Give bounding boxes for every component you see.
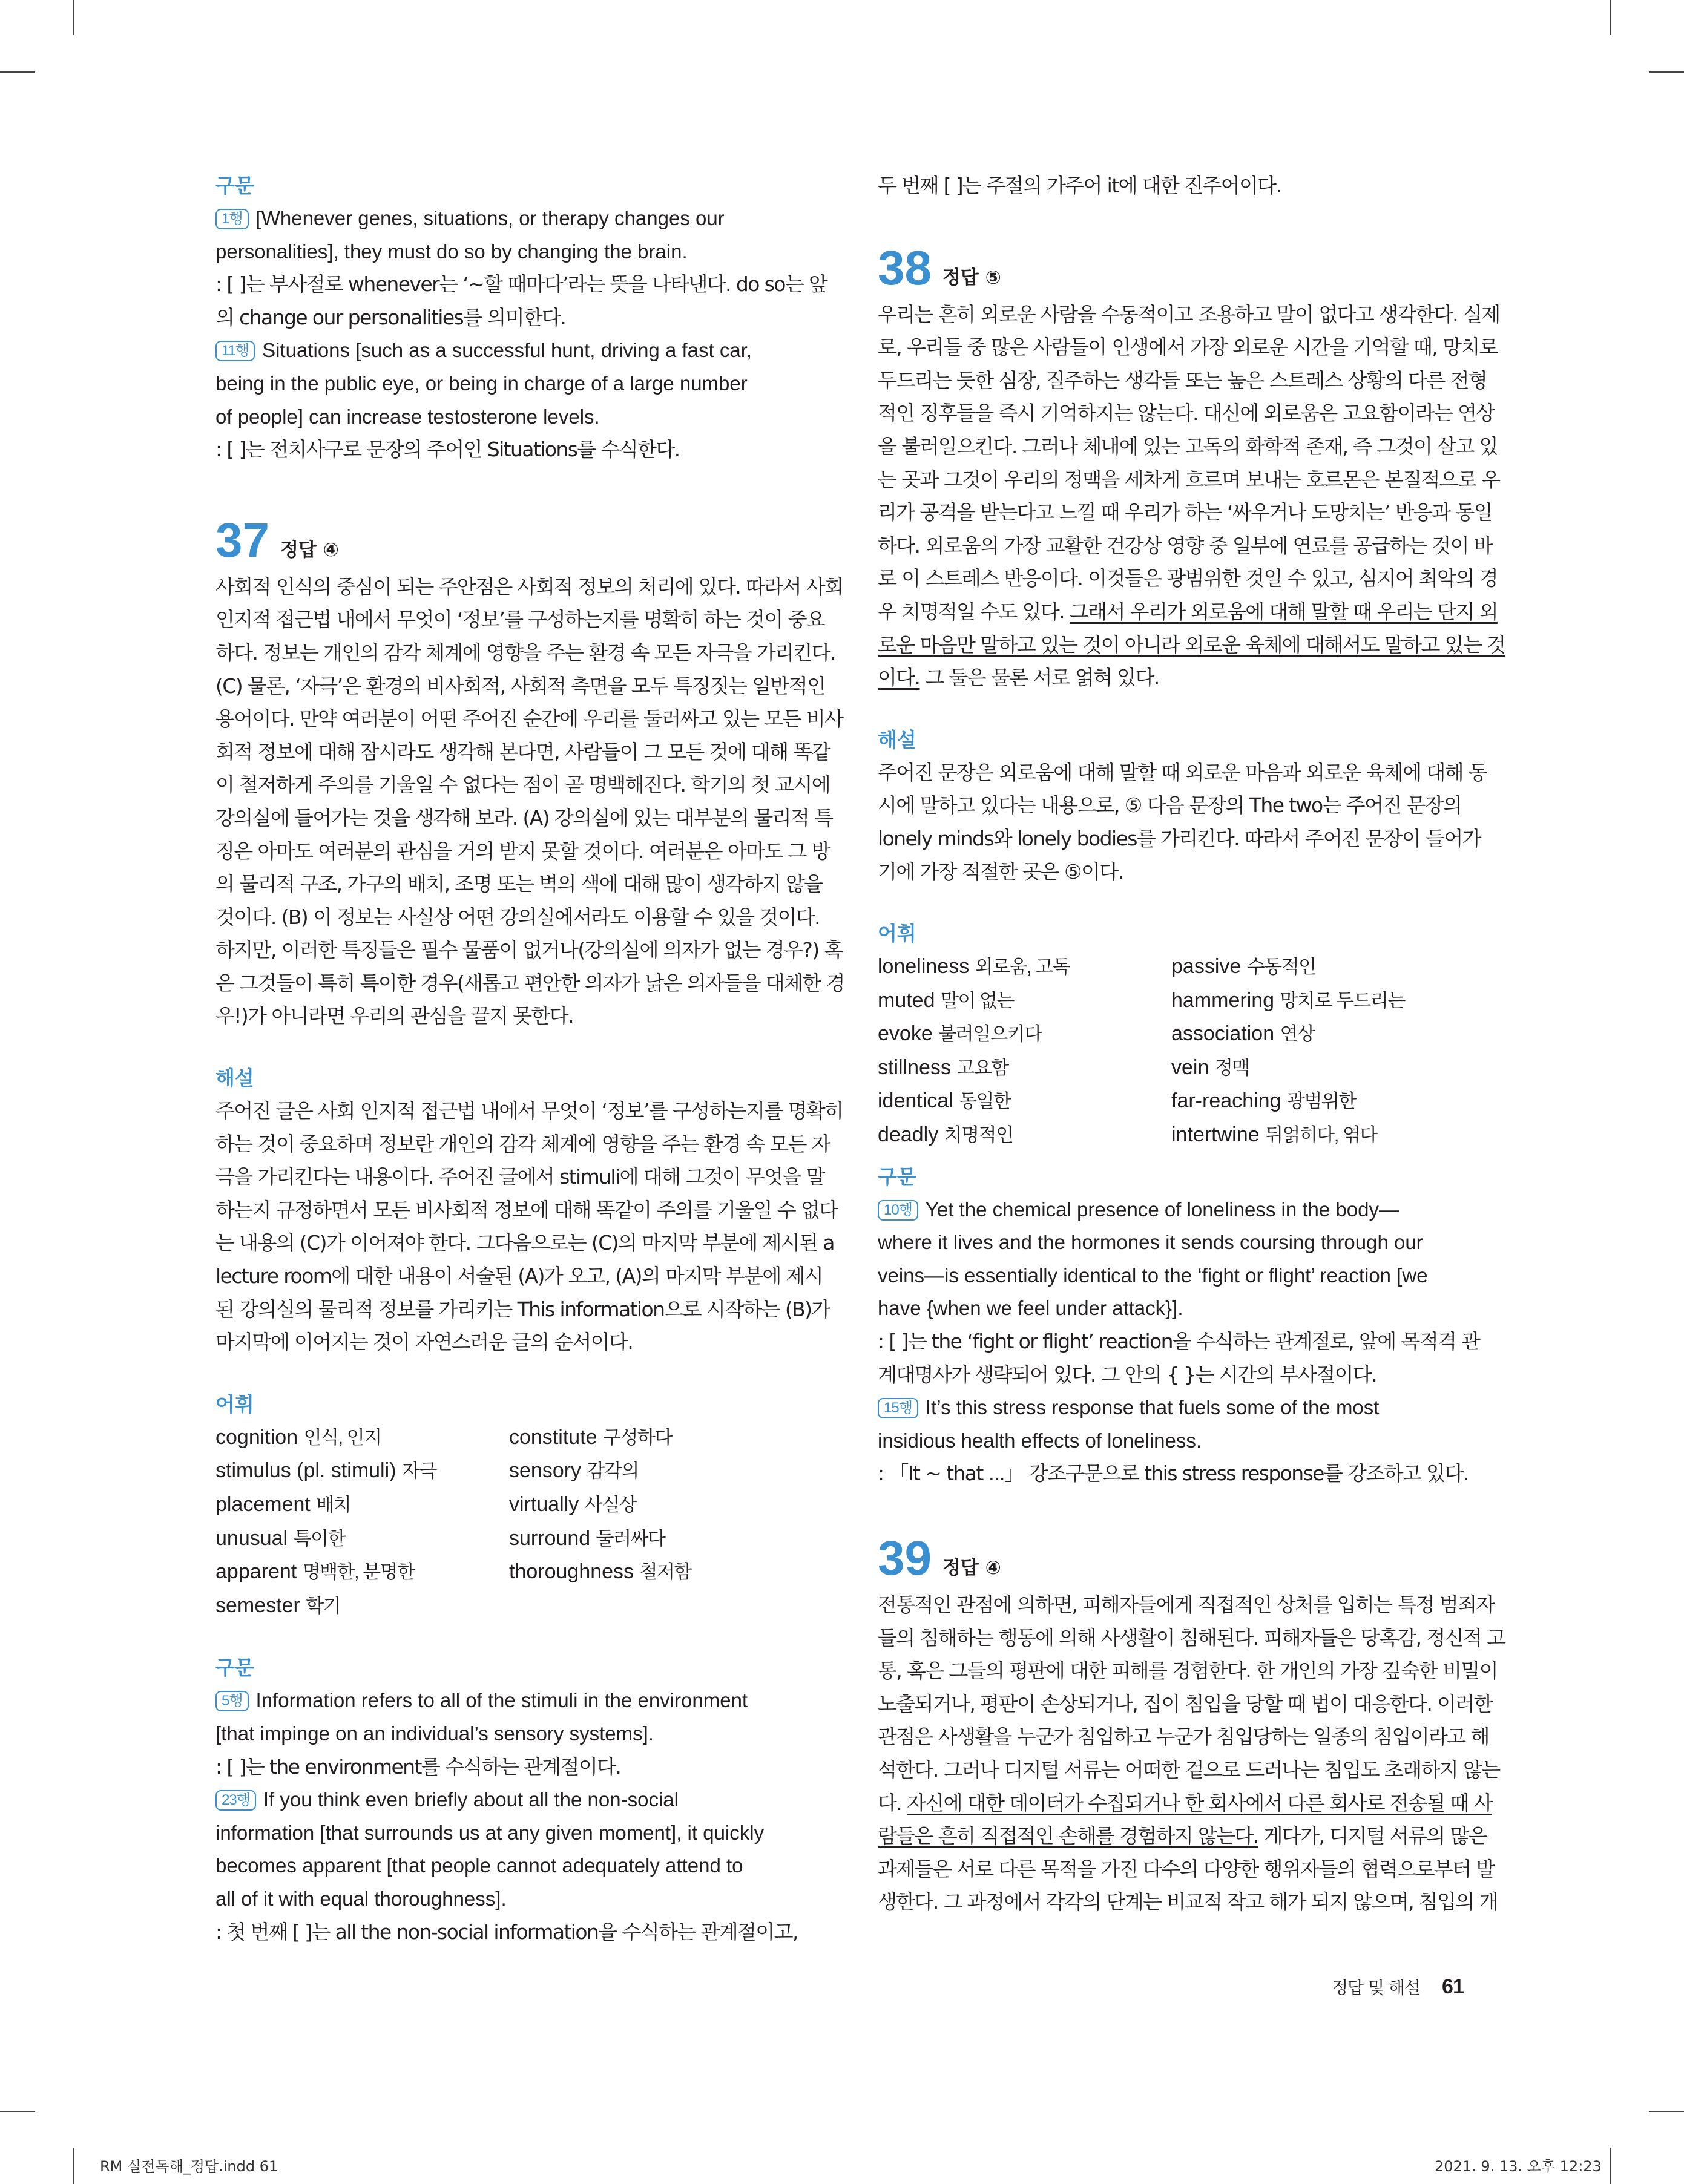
body-line: 전통적인 관점에 의하면, 피해자들에게 직접적인 상처를 입히는 특정 범죄자 (878, 1593, 1495, 1616)
body-line: 리가 공격을 받는다고 느낄 때 우리가 하는 ‘싸우거나 도망치는’ 반응과 동일 (878, 500, 1493, 525)
body-line: lonely minds와 lonely bodies를 가리킨다. 따라서 주어진 문장이 들어가 (878, 826, 1481, 850)
body-line: 용어이다. 만약 여러분이 어떤 주어진 순간에 우리를 둘러싸고 있는 모든 비사 (215, 707, 843, 731)
body-line: 로, 우리들 중 많은 사람들이 인생에서 가장 외로운 시간을 기억할 때, 망치로 (878, 335, 1498, 359)
body-line: 주어진 문장은 외로움에 대해 말할 때 외로운 마음과 외로운 육체에 대해 동 (878, 760, 1487, 784)
body-line (878, 629, 1505, 662)
syntax-line: personalities], they must do so by changing the brain. (215, 240, 688, 263)
line-tag: 10행 (878, 1200, 918, 1221)
question-header (878, 232, 1483, 295)
vocab-item: passive 수동적인 (1171, 955, 1316, 979)
syntax-line: [that impinge on an individual’s sensory systems]. (215, 1722, 654, 1745)
syntax-heading: 구문 (878, 1164, 916, 1189)
question-number: 39 (878, 1531, 932, 1585)
left-column (215, 169, 844, 1949)
page-footer (1332, 1975, 1464, 1999)
body-line: 우!)가 아니라면 우리의 관심을 끌지 못한다. (215, 1004, 573, 1028)
syntax-note: : [ ]는 부사절로 whenever는 ‘~할 때마다’라는 뜻을 나타낸다. do so는 앞 (215, 272, 827, 297)
body-line: 하지만, 이러한 특징들은 필수 물품이 없거나(강의실에 의자가 없는 경우?) 혹 (215, 938, 843, 962)
body-line: 인지적 접근법 내에서 무엇이 ‘정보’를 구성하는지를 명확히 하는 것이 중요 (215, 608, 825, 632)
answer-label: 정답 ④ (942, 1557, 1001, 1579)
syntax-heading: 구문 (215, 174, 254, 197)
body-line: 다. 자신에 대한 데이터가 수집되거나 한 회사에서 다른 회사로 전송될 때 사 (878, 1791, 1493, 1815)
syntax-line: where it lives and the hormones it sends coursing through our (878, 1231, 1423, 1254)
body-line: 로 이 스트레스 반응이다. 이것들은 광범위한 것일 수 있고, 심지어 최악의 경 (878, 566, 1498, 591)
vocab-item: deadly 치명적인 (878, 1123, 1013, 1147)
translation-body (878, 298, 1505, 695)
vocab-item: virtually 사실상 (509, 1493, 637, 1516)
syntax-note: 의 change our personalities를 의미한다. (215, 305, 566, 329)
vocab-item: association 연상 (1171, 1022, 1315, 1046)
body-line: 하는 것이 중요하며 정보란 개인의 감각 체계에 영향을 주는 환경 속 모든 자 (215, 1132, 830, 1156)
vocab-list (215, 1421, 821, 1623)
vocab-item: cognition 인식, 인지 (215, 1425, 381, 1449)
vocab-heading: 어휘 (215, 1392, 254, 1416)
body-line: 하다. 정보는 개인의 감각 체계에 영향을 주는 환경 속 모든 자극을 가리킨다. (215, 640, 835, 664)
underlined-sentence: 자신에 대한 데이터가 수집되거나 한 회사에서 다른 회사로 전송될 때 사 (907, 1791, 1493, 1815)
body-line: 시에 말하고 있다는 내용으로, ⑤ 다음 문장의 The two는 주어진 문장의 (878, 793, 1462, 818)
vocab-item: sensory 감각의 (509, 1459, 639, 1483)
vocab-item: stillness 고요함 (878, 1055, 1008, 1079)
crop-mark (1610, 2148, 1611, 2184)
body-line: 회적 정보에 대해 잠시라도 생각해 본다면, 사람들이 그 모든 것에 대해 똑같 (215, 739, 830, 764)
syntax-note: : [ ]는 the environment를 수식하는 관계절이다. (215, 1754, 621, 1779)
body-line: 람들은 흔히 직접적인 손해를 경험하지 않는다. 게다가, 디지털 서류의 많은 (878, 1824, 1487, 1848)
body-line: 징은 아마도 여러분의 관심을 거의 받지 못할 것이다. 여러분은 아마도 그 방 (215, 839, 830, 863)
line-tag: 15행 (878, 1398, 918, 1418)
page-number: 61 (1442, 1975, 1464, 1998)
line-tag: 5행 (215, 1691, 249, 1711)
body-line: (C) 물론, ‘자극’은 환경의 비사회적, 사회적 측면을 모두 특징짓는 일반적인 (215, 674, 826, 698)
vocab-item: semester 학기 (215, 1593, 341, 1617)
body-line: 극을 가리킨다는 내용이다. 주어진 글에서 stimuli에 대해 그것이 무엇을 말 (215, 1165, 824, 1189)
explanation-heading: 해설 (878, 727, 916, 752)
vocab-item: muted 말이 없는 (878, 988, 1014, 1012)
explanation-heading: 해설 (215, 1066, 254, 1090)
syntax-line: being in the public eye, or being in charge of a large number (215, 372, 748, 395)
body-line: 우리는 흔히 외로운 사람을 수동적이고 조용하고 말이 없다고 생각한다. 실제 (878, 302, 1500, 326)
question-header (215, 504, 821, 565)
line-tag: 1행 (215, 209, 249, 229)
vocab-item: intertwine 뒤얽히다, 엮다 (1171, 1123, 1377, 1147)
explanation-body (878, 756, 1487, 888)
body-line: 을 불러일으킨다. 그러나 체내에 있는 고독의 화학적 존재, 즉 그것이 살고 있 (878, 434, 1498, 458)
body-line: 은 그것들이 특히 특이한 경우(새롭고 편안한 의자가 낡은 의자들을 대체한 경 (215, 971, 844, 995)
vocab-item: unusual 특이한 (215, 1526, 345, 1550)
line-tag: 11행 (215, 341, 255, 361)
body-line: 관점은 사생활을 누군가 침입하고 누군가 침입당하는 일종의 침입이라고 해 (878, 1725, 1489, 1749)
body-line: 들의 침해하는 행동에 의해 사생활이 침해된다. 피해자들은 당혹감, 정신적 고 (878, 1625, 1505, 1650)
crop-mark (1649, 2111, 1684, 2112)
vocab-item: evoke 불러일으키다 (878, 1022, 1042, 1046)
syntax-note: : [ ]는 전치사구로 문장의 주어인 Situations를 수식한다. (215, 438, 680, 462)
underlined-sentence: 로운 마음만 말하고 있는 것이 아니라 외로운 육체에 대해서도 말하고 있는 것 (878, 632, 1505, 657)
explanation-body (215, 1095, 843, 1359)
body-line: 적인 징후들을 즉시 기억하지는 않는다. 대신에 외로움은 고요함이라는 연상 (878, 401, 1495, 425)
vocab-item: surround 둘러싸다 (509, 1526, 665, 1550)
syntax-line: 1행 [Whenever genes, situations, or therapy changes our (215, 202, 821, 235)
body-line: 는 내용의 (C)가 이어져야 한다. 그다음으로는 (C)의 마지막 부분에 제시된 a (215, 1231, 834, 1255)
body-line: 주어진 글은 사회 인지적 접근법 내에서 무엇이 ‘정보’를 구성하는지를 명확히 (215, 1099, 843, 1123)
body-line: 과제들은 서로 다른 목적을 가진 다수의 다양한 행위자들의 협력으로부터 발 (878, 1857, 1495, 1881)
syntax-heading: 구문 (215, 1656, 254, 1680)
vocab-item: thoroughness 철저함 (509, 1560, 691, 1584)
body-line: 것이다. (B) 이 정보는 사실상 어떤 강의실에서라도 이용할 수 있을 것이다. (215, 905, 820, 929)
question-header (878, 1522, 1483, 1585)
syntax-line: 11행 Situations [such as a successful hunt, driving a fast car, (215, 334, 821, 367)
vocab-item: apparent 명백한, 분명한 (215, 1560, 415, 1584)
vocab-item: vein 정맥 (1171, 1055, 1249, 1079)
translation-body (215, 571, 844, 1033)
body-line: 두드리는 듯한 심장, 질주하는 생각들 또는 높은 스트레스 상황의 다른 전형 (878, 368, 1487, 392)
crop-mark (0, 71, 35, 73)
line-tag: 23행 (215, 1790, 256, 1811)
translation-body (878, 1589, 1505, 1919)
vocab-item: stimulus (pl. stimuli) 자극 (215, 1459, 436, 1483)
answer-label: 정답 ④ (280, 539, 339, 561)
crop-mark (1610, 0, 1611, 35)
syntax-line: information [that surrounds us at any given moment], it quickly (215, 1821, 765, 1844)
body-line: 하다. 외로움의 가장 교활한 건강상 영향 중 일부에 연료를 공급하는 것이 바 (878, 533, 1493, 557)
syntax-note: : 첫 번째 [ ]는 all the non-social information을 수식하는 관계절이고, (215, 1920, 798, 1944)
body-line: 하는지 규정하면서 모든 비사회적 정보에 대해 똑같이 주의를 기울일 수 없다 (215, 1198, 838, 1222)
crop-mark (1649, 71, 1684, 73)
body-line: lecture room에 대한 내용이 서술된 (A)가 오고, (A)의 마지막 부분에 제시 (215, 1264, 823, 1288)
crop-mark (73, 0, 74, 35)
vocab-item: hammering 망치로 두드리는 (1171, 988, 1405, 1012)
body-line: 생한다. 그 과정에서 각각의 단계는 비교적 작고 해가 되지 않으며, 침입의 개 (878, 1890, 1498, 1914)
underlined-sentence: 이다. (878, 666, 920, 690)
body-line: 강의실에 들어가는 것을 생각해 보라. (A) 강의실에 있는 대부분의 물리적 특 (215, 805, 833, 830)
right-column (878, 169, 1505, 1919)
vocab-heading: 어휘 (878, 922, 916, 946)
syntax-line: all of it with equal thoroughness]. (215, 1887, 507, 1910)
body-line: 는 곳과 그것이 우리의 정맥을 세차게 흐르며 보내는 호르몬은 본질적으로 우 (878, 467, 1500, 491)
syntax-line: becomes apparent [that people cannot adequately attend to (215, 1854, 743, 1877)
vocab-list (878, 950, 1483, 1152)
body-line: 마지막에 이어지는 것이 자연스러운 글의 순서이다. (215, 1330, 633, 1354)
answer-label: 정답 ⑤ (942, 266, 1001, 289)
underlined-sentence: 람들은 흔히 직접적인 손해를 경험하지 않는다. (878, 1824, 1258, 1848)
syntax-note: : 「It ~ that ...」 강조구문으로 this stress response를 강조하고 있다. (878, 1461, 1469, 1486)
syntax-line: insidious health effects of loneliness. (878, 1429, 1202, 1452)
body-line: 된 강의실의 물리적 정보를 가리키는 This information으로 시작하는 (B)가 (215, 1297, 830, 1321)
syntax-line: 23행 If you think even briefly about all the non-social (215, 1783, 821, 1817)
body-line: 의 물리적 구조, 가구의 배치, 조명 또는 벽의 색에 대해 많이 생각하지 않을 (215, 872, 823, 896)
body-line: 사회적 인식의 중심이 되는 주안점은 사회적 정보의 처리에 있다. 따라서 사회 (215, 574, 843, 598)
vocab-item: identical 동일한 (878, 1089, 1011, 1113)
body-line: 우 치명적일 수도 있다. 그래서 우리가 외로움에 대해 말할 때 우리는 단지 외 (878, 599, 1498, 623)
section-label: 정답 및 해설 (1332, 1978, 1421, 1998)
vocab-item: loneliness 외로움, 고독 (878, 955, 1070, 979)
question-number: 38 (878, 240, 932, 295)
body-line: 이 철저하게 주의를 기울일 수 없다는 점이 곧 명백해진다. 학기의 첫 교시에 (215, 773, 830, 797)
body-line: 기에 가장 적절한 곳은 ⑤이다. (878, 859, 1123, 884)
vocab-item: placement 배치 (215, 1493, 351, 1516)
body-line: 노출되거나, 평판이 손상되거나, 집이 침입을 당할 때 법이 대응한다. 이러한 (878, 1691, 1493, 1716)
body-line: 통, 혹은 그들의 평판에 대한 피해를 경험한다. 한 개인의 가장 깊숙한 비밀이 (878, 1659, 1498, 1683)
syntax-note: 계대명사가 생략되어 있다. 그 안의 { }는 시간의 부사절이다. (878, 1362, 1377, 1386)
crop-mark (73, 2148, 74, 2184)
vocab-item: far-reaching 광범위한 (1171, 1089, 1356, 1113)
syntax-line: 10행 Yet the chemical presence of loneliness in the body— (878, 1193, 1483, 1227)
underlined-sentence: 그래서 우리가 외로움에 대해 말할 때 우리는 단지 외 (1069, 599, 1498, 623)
syntax-note: 두 번째 [ ]는 주절의 가주어 it에 대한 진주어이다. (878, 174, 1281, 197)
print-slug-file: RM 실전독해_정답.indd 61 (100, 2158, 278, 2175)
question-number: 37 (215, 513, 269, 567)
syntax-line: 5행 Information refers to all of the stimuli in the environment (215, 1684, 821, 1717)
body-line: 석한다. 그러나 디지털 서류는 어떠한 겉으로 드러나는 침입도 초래하지 않는 (878, 1757, 1500, 1782)
syntax-line: 15행 It’s this stress response that fuels some of the most (878, 1391, 1483, 1425)
syntax-note: : [ ]는 the ‘fight or flight’ reaction을 수식하는 관계절로, 앞에 목적격 관 (878, 1330, 1480, 1354)
syntax-line: have {when we feel under attack}]. (878, 1297, 1183, 1320)
syntax-line: veins—is essentially identical to the ‘fight or flight’ reaction [we (878, 1264, 1428, 1287)
body-line: 이다. 그 둘은 물론 서로 얽혀 있다. (878, 666, 1159, 690)
print-slug-date: 2021. 9. 13. 오후 12:23 (1435, 2158, 1602, 2175)
crop-mark (0, 2111, 35, 2112)
vocab-item: constitute 구성하다 (509, 1425, 672, 1449)
syntax-line: of people] can increase testosterone levels. (215, 405, 600, 428)
